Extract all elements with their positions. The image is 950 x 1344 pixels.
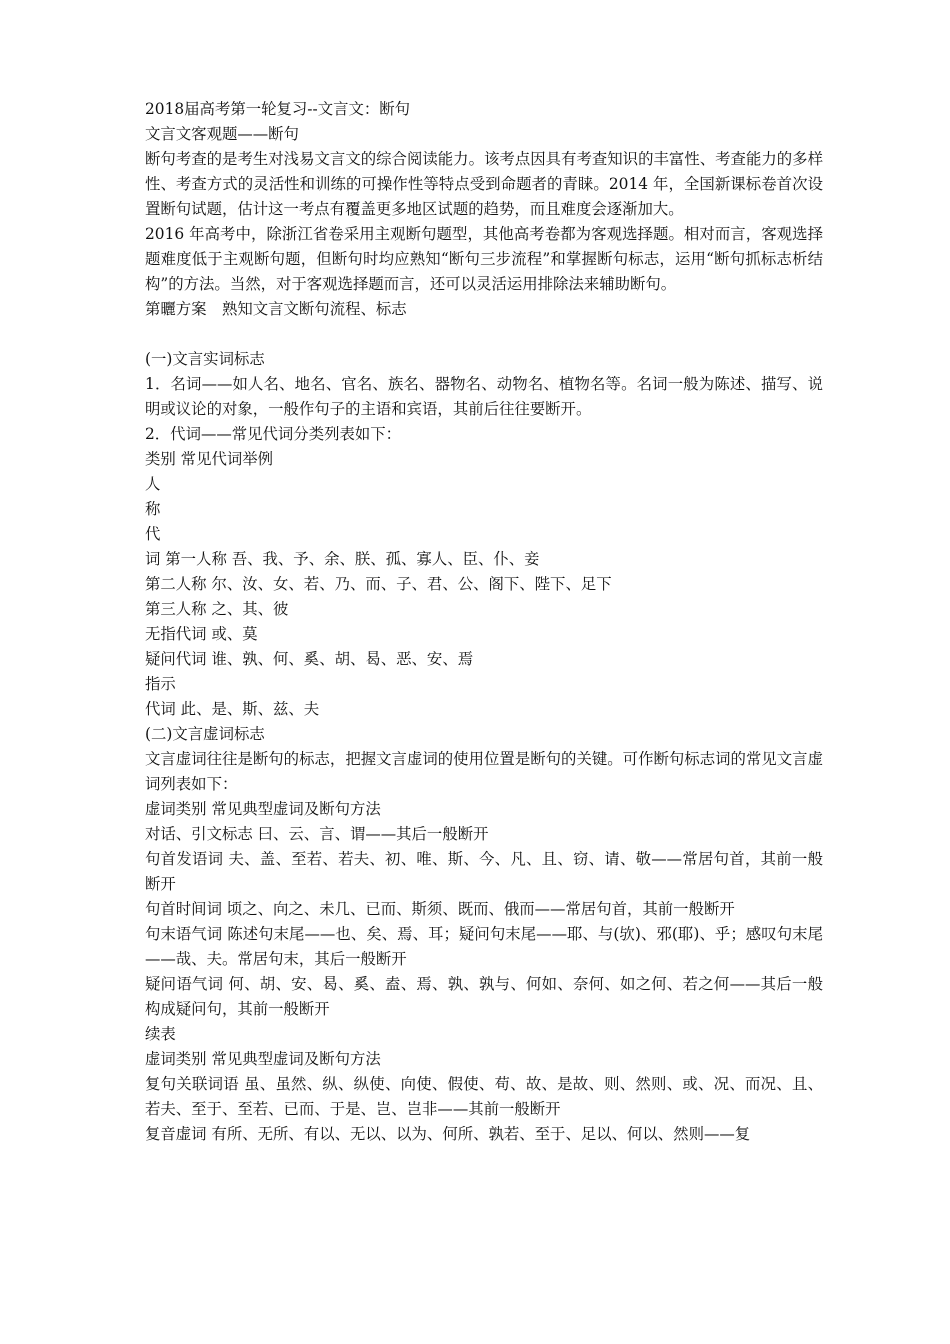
document-title: 2018届高考第一轮复习--文言文：断句 bbox=[145, 100, 411, 118]
table-row: 词 第一人称 吾、我、予、余、朕、孤、寡人、臣、仆、妾 bbox=[145, 550, 540, 568]
table-header: 虚词类别 常见典型虚词及断句方法 bbox=[145, 1050, 381, 1068]
table-row: 第三人称 之、其、彼 bbox=[145, 600, 289, 618]
table-header: 虚词类别 常见典型虚词及断句方法 bbox=[145, 800, 381, 818]
table-row: 代词 此、是、斯、兹、夫 bbox=[145, 700, 320, 718]
paragraph: 断句考查的是考生对浅易文言文的综合阅读能力。该考点因具有考查知识的丰富性、考查能力的多样性、考查方式的灵活性和训练的可操作性等特点受到命题者的青睐。2014 年，全国新课标卷首次设置断句试题，估计这一考点有覆盖更多地区试题的趋势，而且难度会逐渐加大。 bbox=[145, 150, 823, 218]
table-row: 复句关联词语 虽、虽然、纵、纵使、向使、假使、苟、故、是故、则、然则、或、况、而况、且、若夫、至于、至若、已而、于是、岂、岂非——其前一般断开 bbox=[145, 1075, 823, 1118]
table-row: 复音虚词 有所、无所、有以、无以、以为、何所、孰若、至于、足以、何以、然则——复 bbox=[145, 1125, 751, 1143]
table-row: 句首发语词 夫、盖、至若、若夫、初、唯、斯、今、凡、且、窃、请、敬——常居句首，其前一般断开 bbox=[145, 850, 823, 893]
subsection-heading: (一)文言实词标志 bbox=[145, 350, 265, 368]
table-cell: 指示 bbox=[145, 675, 176, 693]
table-row: 句首时间词 顷之、向之、未几、已而、斯须、既而、俄而——常居句首，其前一般断开 bbox=[145, 900, 735, 918]
table-cell: 代 bbox=[145, 525, 161, 543]
table-row: 无指代词 或、莫 bbox=[145, 625, 258, 643]
table-row: 第二人称 尔、汝、女、若、乃、而、子、君、公、阁下、陛下、足下 bbox=[145, 575, 612, 593]
subsection-heading: (二)文言虚词标志 bbox=[145, 725, 265, 743]
table-row: 疑问代词 谁、孰、何、奚、胡、曷、恶、安、焉 bbox=[145, 650, 474, 668]
table-continued-label: 续表 bbox=[145, 1025, 176, 1043]
document-page bbox=[145, 97, 823, 1147]
subsection-title: 第曬方案 熟知文言文断句流程、标志 bbox=[145, 300, 407, 318]
paragraph: 文言虚词往往是断句的标志，把握文言虚词的使用位置是断句的关键。可作断句标志词的常见文言虚词列表如下： bbox=[145, 750, 823, 793]
table-cell: 称 bbox=[145, 500, 161, 518]
table-cell: 人 bbox=[145, 475, 161, 493]
section-title: 文言文客观题——断句 bbox=[145, 125, 299, 143]
table-row: 对话、引文标志 曰、云、言、谓——其后一般断开 bbox=[145, 825, 489, 843]
table-header: 类别 常见代词举例 bbox=[145, 450, 274, 468]
paragraph: 1．名词——如人名、地名、官名、族名、器物名、动物名、植物名等。名词一般为陈述、描写、说明或议论的对象，一般作句子的主语和宾语，其前后往往要断开。 bbox=[145, 375, 823, 418]
paragraph: 2．代词——常见代词分类列表如下： bbox=[145, 425, 402, 443]
blank-line bbox=[145, 322, 823, 347]
paragraph: 2016 年高考中，除浙江省卷采用主观断句题型，其他高考卷都为客观选择题。相对而言，客观选择题难度低于主观断句题，但断句时均应熟知“断句三步流程”和掌握断句标志，运用“断句抓标志析结构”的方法。当然，对于客观选择题而言，还可以灵活运用排除法来辅助断句。 bbox=[145, 225, 823, 293]
table-row: 疑问语气词 何、胡、安、曷、奚、盍、焉、孰、孰与、何如、奈何、如之何、若之何——其后一般构成疑问句，其前一般断开 bbox=[145, 975, 823, 1018]
table-row: 句末语气词 陈述句末尾——也、矣、焉、耳；疑问句末尾——耶、与(欤)、邪(耶)、乎；感叹句末尾——哉、夫。常居句末，其后一般断开 bbox=[145, 925, 823, 968]
